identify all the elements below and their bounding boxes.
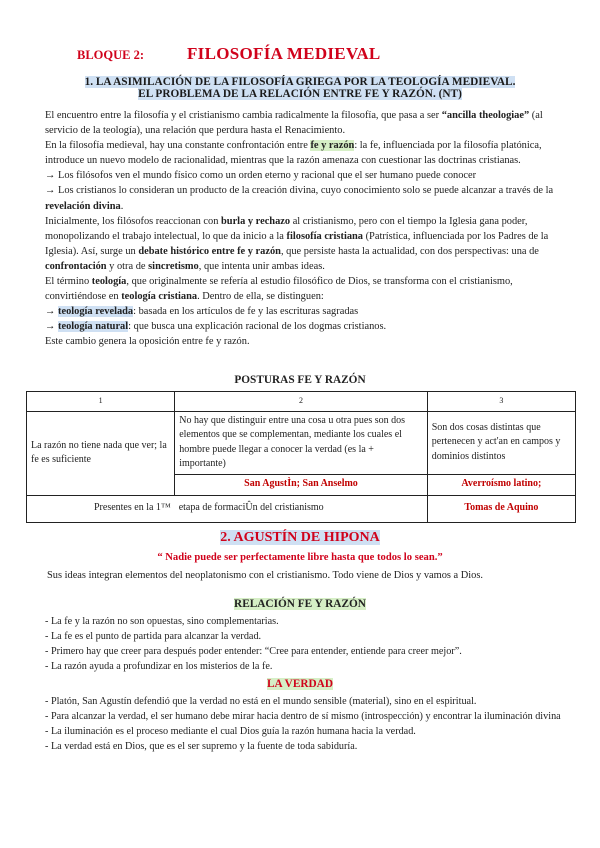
relation-list bbox=[45, 614, 565, 674]
list-item: - Platón, San Agustín defendió que la verdad no está en el mundo sensible (material), sino en el espiritual. bbox=[45, 696, 477, 707]
table-cell: San AgustÌn; San Anselmo bbox=[175, 474, 428, 495]
table-cell: Son dos cosas distintas que pertenecen y act'an en campos y dominios distintos bbox=[427, 411, 575, 474]
table-cell: No hay que distinguir entre una cosa u otra pues son dos elementos que se complementan, mediante los cuales el hombre puede llegar a conocer la verdad (es la + importante) bbox=[175, 411, 428, 474]
table-header-row bbox=[27, 392, 576, 412]
table-row bbox=[27, 411, 576, 474]
truth-list bbox=[45, 694, 565, 754]
paragraph: Inicialmente, los filósofos reaccionan con burla y rechazo al cristianismo, pero con el tiempo la Iglesia gana poder, monopolizando el trabajo intelectual, lo que da inicio a la filosofía cristiana (Patrística, influenciada por los Padres de la Iglesia). Así, surge un debate histórico entre fe y razón, que persiste hasta la actualidad, con dos perspectivas: una de confrontación y otra de sincretismo, que intenta unir ambas ideas. bbox=[45, 215, 549, 272]
bloque-label: BLOQUE 2: bbox=[77, 48, 145, 62]
paragraph: En la filosofía medieval, hay una constante confrontación entre fe y razón: la fe, influenciada por la filosofía platónica, introduce un nuevo modelo de racionalidad, mientras que la razón amenaza con cuestionar las doctrinas cristianas. bbox=[45, 140, 542, 167]
section1-body bbox=[45, 108, 555, 350]
list-item: - La fe y la razón no son opuestas, sino complementarias. bbox=[45, 616, 279, 627]
table-row bbox=[27, 495, 576, 522]
table-cell: etapa de formaciÛn del cristianismo bbox=[175, 495, 428, 522]
section2-intro: Sus ideas integran elementos del neoplatonismo con el cristianismo. Todo viene de Dios y vamos a Dios. bbox=[47, 570, 483, 581]
paragraph: El encuentro entre la filosofía y el cristianismo cambia radicalmente la filosofía, que pasa a ser “ancilla theologiae” (al servicio de la teología), una relación que perdura hasta el Renacimiento. bbox=[45, 110, 543, 137]
relation-title: RELACIÓN FE Y RAZÓN bbox=[234, 598, 366, 610]
paragraph: → teología revelada: basada en los artículos de fe y las escrituras sagradas bbox=[45, 306, 359, 318]
list-item: - Para alcanzar la verdad, el ser humano debe mirar hacia dentro de sí mismo (introspección) y encontrar la iluminación divina bbox=[45, 711, 561, 723]
section2-quote: “ Nadie puede ser perfectamente libre hasta que todos lo sean.” bbox=[157, 552, 443, 563]
paragraph: Este cambio genera la oposición entre fe y razón. bbox=[45, 336, 250, 348]
list-item: - La razón ayuda a profundizar en los misterios de la fe. bbox=[45, 661, 273, 673]
paragraph: → Los cristianos lo consideran un producto de la creación divina, cuyo conocimiento solo se puede alcanzar a través de la revelación divina. bbox=[45, 185, 554, 212]
table-cell: Averroísmo latino; bbox=[427, 474, 575, 495]
section1-title-line1: 1. LA ASIMILACIÓN DE LA FILOSOFÍA GRIEGA POR LA TEOLOGÍA MEDIEVAL. bbox=[84, 76, 516, 88]
section2-title: 2. AGUSTÍN DE HIPONA bbox=[220, 530, 380, 545]
table-cell: La razón no tiene nada que ver; la fe es suficiente bbox=[27, 411, 175, 495]
section1-title bbox=[0, 76, 600, 100]
table-cell: Presentes en la 1™ bbox=[27, 495, 175, 522]
paragraph: → teología natural: que busca una explicación racional de los dogmas cristianos. bbox=[45, 321, 387, 333]
page-title: FILOSOFÍA MEDIEVAL bbox=[187, 44, 381, 63]
table-header-cell: 2 bbox=[175, 392, 428, 412]
table-header-cell: 3 bbox=[427, 392, 575, 412]
list-item: - La fe es el punto de partida para alcanzar la verdad. bbox=[45, 631, 262, 643]
table-header-cell: 1 bbox=[27, 392, 175, 412]
postures-table bbox=[26, 391, 576, 523]
section1-title-line2: EL PROBLEMA DE LA RELACIÓN ENTRE FE Y RAZÓN. (NT) bbox=[138, 88, 462, 100]
list-item: - La iluminación es el proceso mediante el cual Dios guía la razón humana hacia la verdad. bbox=[45, 726, 416, 738]
list-item: - La verdad está en Dios, que es el ser supremo y la fuente de toda sabiduría. bbox=[45, 741, 358, 753]
table-title: POSTURAS FE Y RAZÓN bbox=[234, 374, 366, 386]
paragraph: El término teología, que originalmente se refería al estudio filosófico de Dios, se transforma con el cristianismo, convirtiéndose en teología cristiana. Dentro de ella, se distinguen: bbox=[45, 276, 513, 303]
list-item: - Primero hay que creer para después poder entender: “Cree para entender, entiende para creer mejor”. bbox=[45, 646, 462, 658]
truth-title: LA VERDAD bbox=[266, 678, 334, 690]
header bbox=[77, 44, 537, 66]
table-cell: Tomas de Aquino bbox=[427, 495, 575, 522]
paragraph: → Los filósofos ven el mundo físico como un orden eterno y racional que el ser humano puede conocer bbox=[45, 170, 477, 182]
